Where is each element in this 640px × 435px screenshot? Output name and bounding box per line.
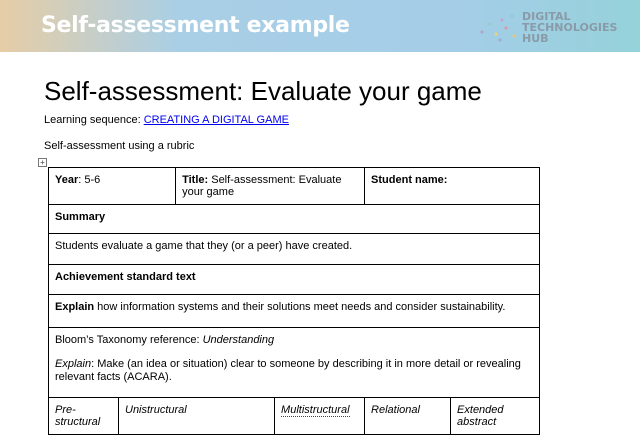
logo-text: DIGITAL TECHNOLOGIES HUB — [522, 10, 618, 45]
level-prestructural: Pre-structural — [55, 404, 101, 428]
digital-technologies-hub-logo — [476, 10, 636, 46]
table-row — [49, 205, 540, 234]
subtitle: Self-assessment using a rubric — [44, 140, 195, 152]
year-cell: Year: 5-6 — [49, 168, 176, 205]
table-row — [49, 328, 540, 398]
learning-sequence-link[interactable]: CREATING A DIGITAL GAME — [143, 114, 289, 126]
learning-sequence-label: Learning sequence: — [44, 114, 144, 126]
table-row — [49, 168, 540, 205]
page-title: Self-assessment: Evaluate your game — [44, 76, 482, 106]
table-row — [49, 398, 540, 435]
achievement-text: Explain how information systems and their solutions meet needs and consider sustainability. — [49, 295, 540, 328]
summary-heading: Summary — [55, 211, 106, 223]
summary-text: Students evaluate a game that they (or a peer) have created. — [49, 234, 540, 265]
student-name-cell[interactable]: Student name: — [365, 168, 540, 205]
table-row — [49, 234, 540, 265]
achievement-heading: Achievement standard text — [55, 271, 196, 283]
table-row — [49, 295, 540, 328]
banner-title: Self-assessment example — [41, 13, 350, 38]
level-multistructural: Multistructural — [281, 404, 350, 416]
level-unistructural: Unistructural — [125, 404, 187, 416]
level-extended-abstract: Extended abstract — [457, 404, 504, 428]
title-cell: Title: Self-assessment: Evaluate your game — [176, 168, 365, 205]
table-row — [49, 265, 540, 295]
table-move-handle-icon[interactable]: + — [38, 158, 47, 167]
level-relational: Relational — [371, 404, 420, 416]
rubric-table — [48, 167, 540, 435]
logo-dots-icon — [476, 10, 520, 46]
bloom-cell: Bloom’s Taxonomy reference: Understanding Explain: Make (an idea or situation) clear to someone by describing it in more detail or revealing relevant facts (ACARA). — [49, 328, 540, 398]
header-banner — [0, 0, 640, 52]
learning-sequence — [44, 114, 289, 126]
